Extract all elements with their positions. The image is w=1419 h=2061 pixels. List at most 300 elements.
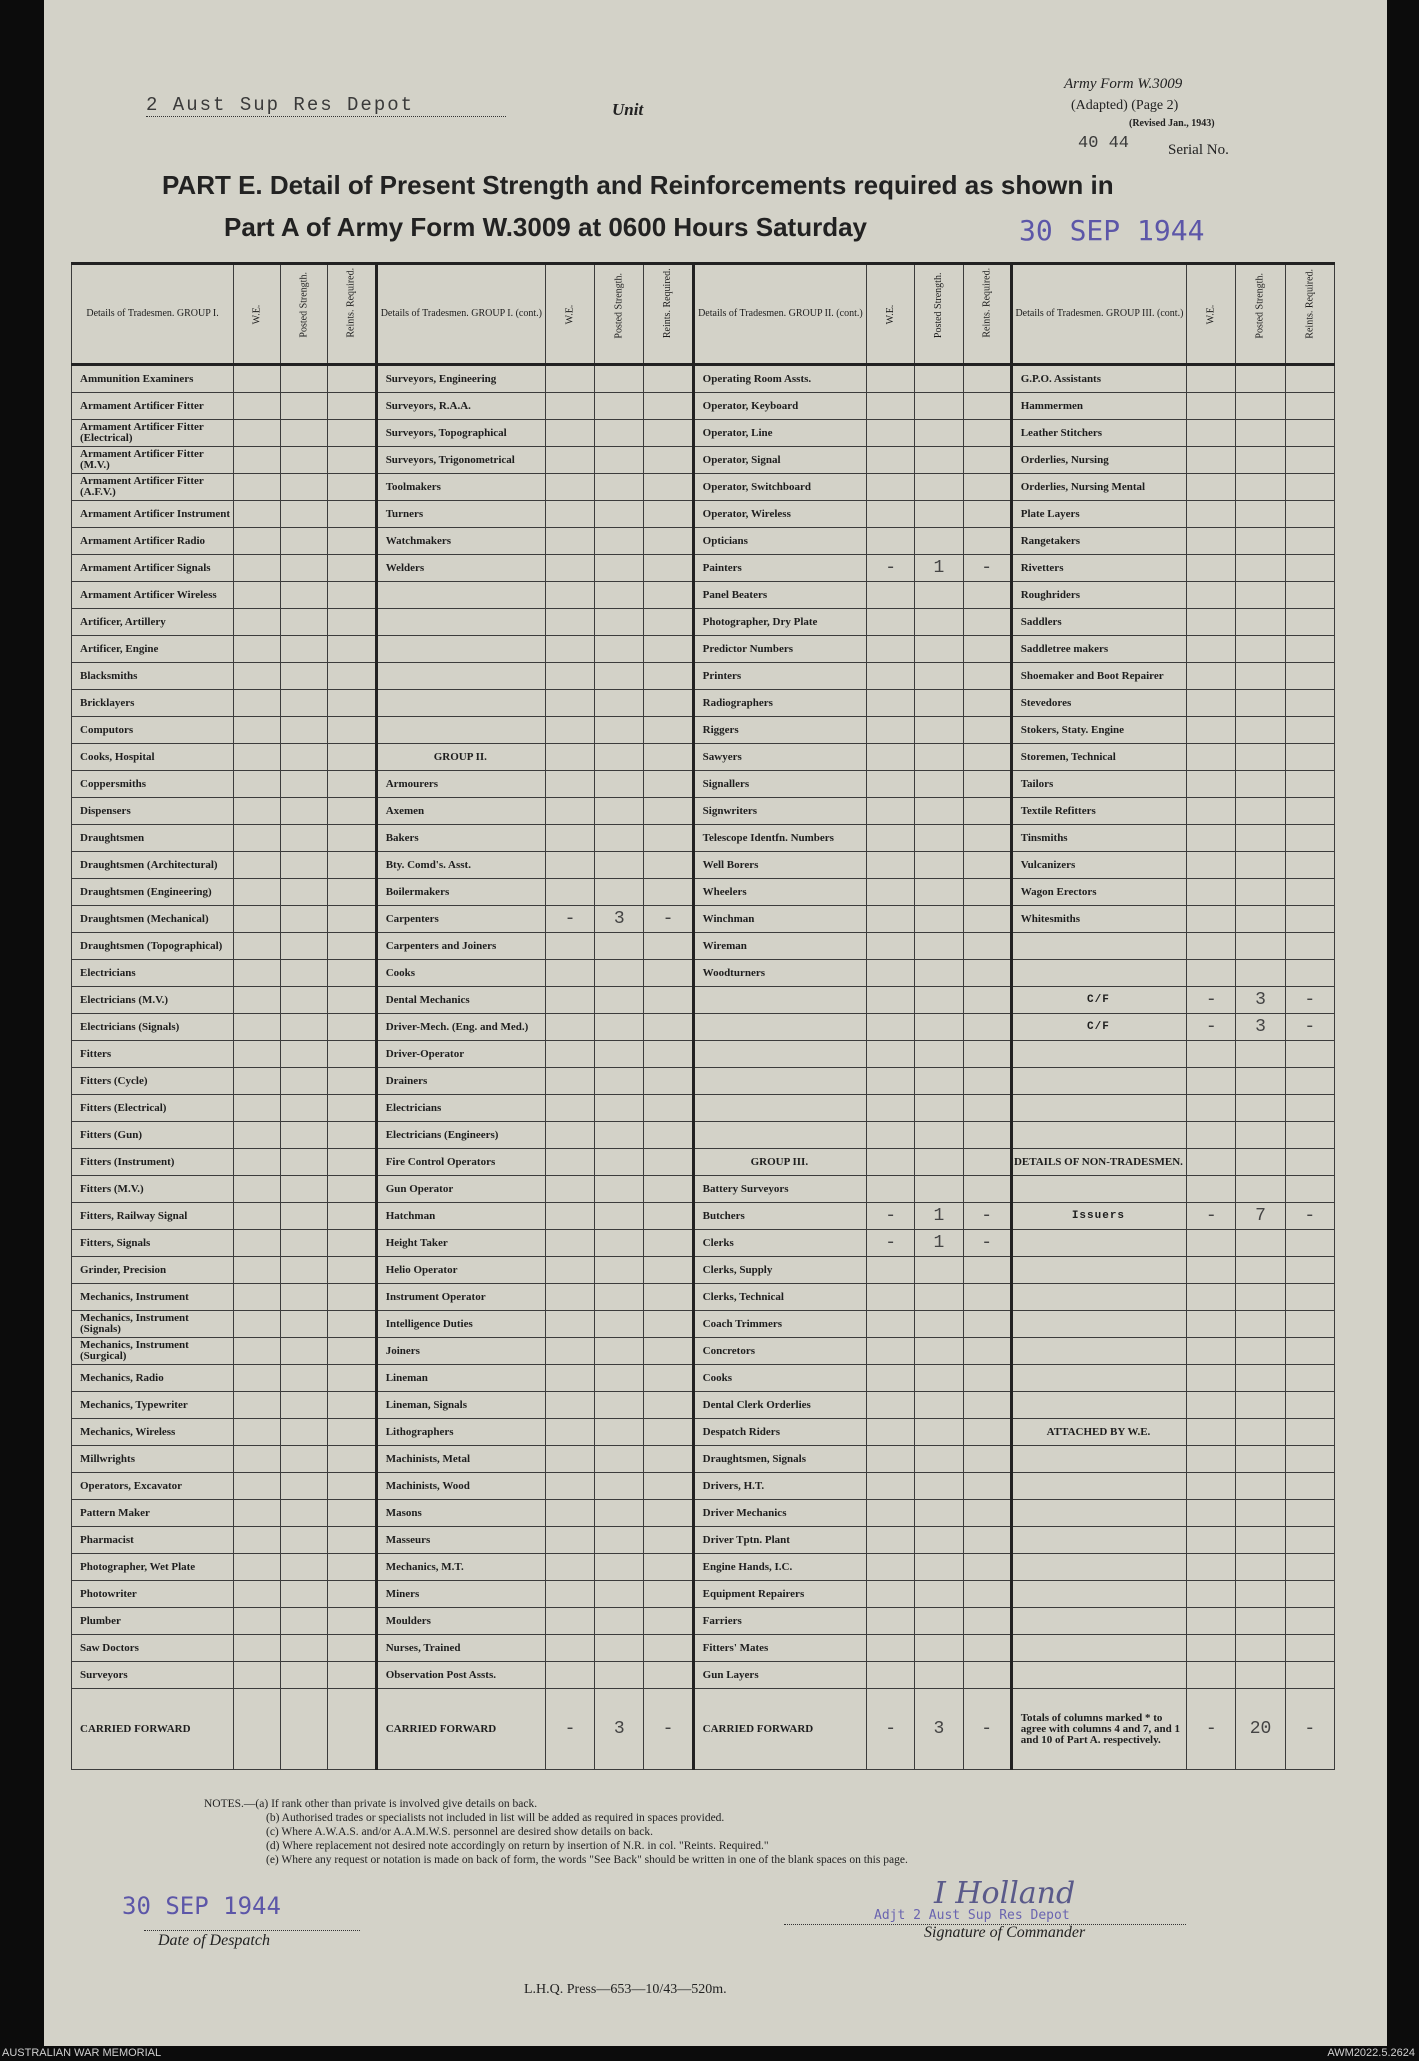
tradesman-label: Coppersmiths (72, 771, 234, 798)
tradesman-label: Miners (376, 1581, 545, 1608)
tradesman-label (1011, 1095, 1186, 1122)
reinf-cell (963, 1095, 1011, 1122)
date-of-despatch-label: Date of Despatch (158, 1932, 270, 1949)
reinf-cell (963, 636, 1011, 663)
we-cell (234, 1446, 281, 1473)
reinf-cell (328, 1041, 376, 1068)
reinf-cell (1285, 1446, 1334, 1473)
tradesman-label: Hammermen (1011, 393, 1186, 420)
we-cell (234, 393, 281, 420)
tradesman-label: Opticians (693, 528, 866, 555)
posted-cell (1236, 474, 1285, 501)
reinf-cell (963, 906, 1011, 933)
tradesman-label (1011, 1662, 1186, 1689)
table-row (72, 636, 1335, 663)
reinf-cell (328, 1365, 376, 1392)
reinf-cell (1285, 1500, 1334, 1527)
reinf-cell (1285, 1311, 1334, 1338)
table-row (72, 1284, 1335, 1311)
we-cell (1187, 1311, 1236, 1338)
tradesman-label: Height Taker (376, 1230, 545, 1257)
posted-cell (915, 1176, 963, 1203)
posted-cell (1236, 1257, 1285, 1284)
we-cell (545, 1149, 594, 1176)
tradesman-label: Bty. Comd's. Asst. (376, 852, 545, 879)
reinf-cell (963, 582, 1011, 609)
notes-block (204, 1797, 908, 1867)
tradesman-label: Issuers (1011, 1203, 1186, 1230)
we-cell (545, 1608, 594, 1635)
reinf-cell (328, 906, 376, 933)
reinf-cell (328, 1257, 376, 1284)
tradesman-label: Draughtsmen (Architectural) (72, 852, 234, 879)
tradesman-label: Intelligence Duties (376, 1311, 545, 1338)
tradesman-label: Despatch Riders (693, 1419, 866, 1446)
note-line: (b) Authorised trades or specialists not included in list will be added as required in spaces provided. (266, 1812, 725, 1824)
reinf-cell (1285, 663, 1334, 690)
tradesman-label: Surveyors, Trigonometrical (376, 447, 545, 474)
posted-cell (915, 933, 963, 960)
tradesman-label: Mechanics, Instrument (Surgical) (72, 1338, 234, 1365)
reinf-cell (1285, 1257, 1334, 1284)
tradesman-label: Armament Artificer Instrument (72, 501, 234, 528)
we-cell (545, 771, 594, 798)
reinf-cell (644, 1338, 693, 1365)
posted-cell (595, 1014, 644, 1041)
posted-cell (915, 744, 963, 771)
reinf-cell (1285, 1392, 1334, 1419)
we-cell (545, 1473, 594, 1500)
reinf-cell (644, 879, 693, 906)
reinf-cell (328, 609, 376, 636)
posted-cell (915, 1662, 963, 1689)
reinf-cell (328, 717, 376, 744)
tradesman-label: Masons (376, 1500, 545, 1527)
table-row (72, 1662, 1335, 1689)
posted-cell (281, 1419, 328, 1446)
tradesman-label: Armament Artificer Fitter (A.F.V.) (72, 474, 234, 501)
tradesman-label: Clerks, Supply (693, 1257, 866, 1284)
table-row (72, 1527, 1335, 1554)
posted-cell (595, 1419, 644, 1446)
posted-cell (915, 393, 963, 420)
tradesman-label (1011, 1500, 1186, 1527)
column-header-posted-text: Posted Strength. (298, 271, 310, 338)
table-row (72, 365, 1335, 393)
table-row (72, 771, 1335, 798)
tradesman-label: Helio Operator (376, 1257, 545, 1284)
we-cell (545, 501, 594, 528)
posted-cell (1236, 960, 1285, 987)
posted-cell (281, 1014, 328, 1041)
posted-cell (595, 1662, 644, 1689)
posted-cell (915, 1095, 963, 1122)
we-cell (545, 420, 594, 447)
tradesman-label: Lineman, Signals (376, 1392, 545, 1419)
posted-cell (1236, 555, 1285, 582)
posted-cell (281, 1095, 328, 1122)
reinf-cell (328, 1473, 376, 1500)
tradesman-label: Toolmakers (376, 474, 545, 501)
we-cell: - (867, 555, 915, 582)
we-cell (545, 609, 594, 636)
we-cell (234, 906, 281, 933)
tradesman-label (1011, 1311, 1186, 1338)
tradesman-label: Draughtsmen (Engineering) (72, 879, 234, 906)
table-row (72, 1230, 1335, 1257)
posted-cell (595, 1446, 644, 1473)
we-cell (1187, 1041, 1236, 1068)
tradesman-label: Dental Mechanics (376, 987, 545, 1014)
we-cell (1187, 609, 1236, 636)
posted-cell (595, 582, 644, 609)
posted-cell (915, 365, 963, 393)
we-cell (1187, 906, 1236, 933)
reinf-cell (963, 501, 1011, 528)
we-cell (1187, 663, 1236, 690)
we-cell (1187, 960, 1236, 987)
table-row (72, 744, 1335, 771)
tradesman-label: Gun Operator (376, 1176, 545, 1203)
reinf-cell (963, 1419, 1011, 1446)
posted-cell (595, 474, 644, 501)
tradesman-label: Farriers (693, 1608, 866, 1635)
we-cell (545, 582, 594, 609)
we-cell (867, 1284, 915, 1311)
reinf-cell (328, 1527, 376, 1554)
tradesman-label: Orderlies, Nursing (1011, 447, 1186, 474)
reinf-cell (644, 555, 693, 582)
reinf-cell (644, 1500, 693, 1527)
we-cell (867, 1419, 915, 1446)
tradesman-label: Gun Layers (693, 1662, 866, 1689)
table-row (72, 1257, 1335, 1284)
reinf-cell (1285, 1230, 1334, 1257)
we-cell (1187, 933, 1236, 960)
reinf-cell (963, 1122, 1011, 1149)
we-cell (545, 1338, 594, 1365)
we-cell (234, 1365, 281, 1392)
tradesman-label: Hatchman (376, 1203, 545, 1230)
tradesman-label: Photographer, Wet Plate (72, 1554, 234, 1581)
we-cell (545, 636, 594, 663)
we-cell (867, 528, 915, 555)
we-cell (867, 1041, 915, 1068)
reinf-cell (328, 1608, 376, 1635)
we-cell (1187, 1419, 1236, 1446)
posted-cell (595, 717, 644, 744)
we-cell (867, 420, 915, 447)
tradesman-label: Armourers (376, 771, 545, 798)
column-header-reinf (644, 264, 693, 365)
we-cell (545, 1446, 594, 1473)
tradesman-label: Surveyors, R.A.A. (376, 393, 545, 420)
unit-dotted-line (146, 116, 506, 117)
tradesman-label: Wheelers (693, 879, 866, 906)
reinf-cell (644, 365, 693, 393)
posted-cell (1236, 609, 1285, 636)
posted-cell (595, 1392, 644, 1419)
tradesman-label: Operating Room Assts. (693, 365, 866, 393)
reinf-cell (644, 1068, 693, 1095)
tradesman-label: Clerks (693, 1230, 866, 1257)
table-row (72, 1311, 1335, 1338)
column-header-posted (915, 264, 963, 365)
we-cell (1187, 447, 1236, 474)
we-cell (1187, 771, 1236, 798)
reinf-cell (1285, 1608, 1334, 1635)
tradesman-label: Well Borers (693, 852, 866, 879)
table-row (72, 1608, 1335, 1635)
reinf-cell: - (963, 1230, 1011, 1257)
reinf-cell (328, 1500, 376, 1527)
posted-cell (1236, 393, 1285, 420)
tradesman-label (1011, 1554, 1186, 1581)
tradesman-label: Mechanics, M.T. (376, 1554, 545, 1581)
tradesman-label: Stokers, Staty. Engine (1011, 717, 1186, 744)
table-row (72, 1419, 1335, 1446)
reinf-cell: - (963, 1203, 1011, 1230)
reinf-cell (1285, 1149, 1334, 1176)
reinf-cell (963, 1473, 1011, 1500)
tradesman-label: Saddlers (1011, 609, 1186, 636)
reinf-cell (328, 1230, 376, 1257)
reinf-cell (963, 1149, 1011, 1176)
tradesman-label (693, 987, 866, 1014)
column-header-details: Details of Tradesmen. GROUP I. (72, 264, 234, 365)
reinf-cell (1285, 1581, 1334, 1608)
tradesman-label: Masseurs (376, 1527, 545, 1554)
reinf-cell: - (1285, 1689, 1334, 1770)
reinf-cell (644, 1257, 693, 1284)
posted-cell (915, 1392, 963, 1419)
posted-cell (281, 501, 328, 528)
reinf-cell (1285, 1338, 1334, 1365)
reinf-cell (963, 1338, 1011, 1365)
posted-cell (915, 582, 963, 609)
tradesman-label: Roughriders (1011, 582, 1186, 609)
reinf-cell (1285, 1365, 1334, 1392)
we-cell (1187, 690, 1236, 717)
posted-cell (595, 1203, 644, 1230)
we-cell (1187, 1392, 1236, 1419)
posted-cell (281, 1554, 328, 1581)
posted-cell (915, 906, 963, 933)
tradesman-label: Watchmakers (376, 528, 545, 555)
we-cell (867, 1662, 915, 1689)
reinf-cell (644, 717, 693, 744)
reinf-cell (328, 1311, 376, 1338)
note-line: (d) Where replacement not desired note accordingly on return by insertion of N.R. in col. "Reints. Required." (266, 1840, 769, 1852)
reinf-cell (644, 1365, 693, 1392)
posted-cell (915, 1257, 963, 1284)
reinf-cell (328, 1149, 376, 1176)
posted-cell (281, 1149, 328, 1176)
we-cell (1187, 1662, 1236, 1689)
date-stamp-despatch: 30 SEP 1944 (122, 1892, 281, 1920)
we-cell (1187, 744, 1236, 771)
reinf-cell (963, 1392, 1011, 1419)
reinf-cell (1285, 528, 1334, 555)
tradesman-label (693, 1068, 866, 1095)
posted-cell: 1 (915, 1203, 963, 1230)
reinf-cell (963, 1257, 1011, 1284)
we-cell (867, 717, 915, 744)
reinf-cell (328, 528, 376, 555)
we-cell (234, 474, 281, 501)
reinf-cell (328, 1338, 376, 1365)
reinf-cell (328, 1014, 376, 1041)
tradesman-label (1011, 1581, 1186, 1608)
we-cell (234, 1257, 281, 1284)
reinf-cell (963, 1554, 1011, 1581)
posted-cell (1236, 501, 1285, 528)
posted-cell (281, 1392, 328, 1419)
tradesman-label: Rivetters (1011, 555, 1186, 582)
reinf-cell (644, 636, 693, 663)
totals-note: Totals of columns marked * to agree with columns 4 and 7, and 1 and 10 of Part A. respectively. (1011, 1689, 1186, 1770)
tradesman-label: Plumber (72, 1608, 234, 1635)
posted-cell: 20 (1236, 1689, 1285, 1770)
we-cell (545, 1095, 594, 1122)
posted-cell (281, 960, 328, 987)
posted-cell (281, 528, 328, 555)
posted-cell (595, 609, 644, 636)
tradesman-label: Equipment Repairers (693, 1581, 866, 1608)
tradesman-label: Operator, Line (693, 420, 866, 447)
posted-cell (1236, 933, 1285, 960)
tradesman-label: Carpenters (376, 906, 545, 933)
reinf-cell (963, 1284, 1011, 1311)
table-row (72, 1122, 1335, 1149)
posted-cell (915, 825, 963, 852)
we-cell (234, 365, 281, 393)
posted-cell (281, 1662, 328, 1689)
reinf-cell (328, 825, 376, 852)
reinf-cell (963, 1068, 1011, 1095)
posted-cell (1236, 879, 1285, 906)
posted-cell (915, 1635, 963, 1662)
tradesman-label: Fitters, Railway Signal (72, 1203, 234, 1230)
reinf-cell (328, 744, 376, 771)
reinf-cell (644, 798, 693, 825)
we-cell (234, 1149, 281, 1176)
we-cell (545, 1554, 594, 1581)
we-cell (234, 852, 281, 879)
table-row (72, 1554, 1335, 1581)
posted-cell (915, 609, 963, 636)
tradesman-label: Driver Tptn. Plant (693, 1527, 866, 1554)
reinf-cell (1285, 1473, 1334, 1500)
tradesman-label: Butchers (693, 1203, 866, 1230)
we-cell: - (1187, 1203, 1236, 1230)
tradesman-label: Shoemaker and Boot Repairer (1011, 663, 1186, 690)
reinf-cell (1285, 1419, 1334, 1446)
reinf-cell (963, 1527, 1011, 1554)
column-header-posted-text: Posted Strength. (613, 272, 625, 339)
tradesman-label: Signallers (693, 771, 866, 798)
tradesman-label: Drainers (376, 1068, 545, 1095)
table-row (72, 1473, 1335, 1500)
posted-cell (595, 1338, 644, 1365)
posted-cell (595, 960, 644, 987)
we-cell (545, 933, 594, 960)
reinf-cell (328, 852, 376, 879)
reinf-cell (328, 393, 376, 420)
reinf-cell (644, 609, 693, 636)
we-cell: - (545, 906, 594, 933)
reinf-cell (1285, 771, 1334, 798)
table-row (72, 1041, 1335, 1068)
tradesman-label (1011, 1446, 1186, 1473)
reinf-cell (1285, 852, 1334, 879)
reinf-cell (644, 474, 693, 501)
we-cell (234, 663, 281, 690)
we-cell (867, 852, 915, 879)
reinf-cell (1285, 960, 1334, 987)
reinf-cell (963, 825, 1011, 852)
we-cell (867, 771, 915, 798)
tradesman-label: Wireman (693, 933, 866, 960)
reinf-cell: - (644, 1689, 693, 1770)
we-cell (1187, 393, 1236, 420)
posted-cell (595, 771, 644, 798)
tradesman-label: Engine Hands, I.C. (693, 1554, 866, 1581)
tradesman-label: Bricklayers (72, 690, 234, 717)
reinf-cell (328, 1689, 376, 1770)
tradesman-label: Photowriter (72, 1581, 234, 1608)
tradesman-label (1011, 1527, 1186, 1554)
unit-label: Unit (612, 100, 644, 119)
we-cell (1187, 474, 1236, 501)
posted-cell (1236, 906, 1285, 933)
posted-cell (595, 1554, 644, 1581)
we-cell (867, 1608, 915, 1635)
we-cell (545, 1041, 594, 1068)
we-cell (234, 1419, 281, 1446)
tradesman-label: Operator, Signal (693, 447, 866, 474)
posted-cell (1236, 798, 1285, 825)
posted-cell (281, 717, 328, 744)
posted-cell (1236, 1176, 1285, 1203)
posted-cell (915, 1500, 963, 1527)
we-cell (234, 690, 281, 717)
we-cell (545, 1635, 594, 1662)
posted-cell (915, 528, 963, 555)
reinf-cell (644, 825, 693, 852)
tradesman-label: Nurses, Trained (376, 1635, 545, 1662)
we-cell (1187, 636, 1236, 663)
tradesman-label: Mechanics, Typewriter (72, 1392, 234, 1419)
we-cell (234, 1041, 281, 1068)
tradesman-label: Carpenters and Joiners (376, 933, 545, 960)
tradesman-label: Electricians (72, 960, 234, 987)
posted-cell (281, 1581, 328, 1608)
posted-cell (1236, 1068, 1285, 1095)
table-header-row (72, 264, 1335, 365)
posted-cell (1236, 1095, 1285, 1122)
we-cell (545, 393, 594, 420)
column-header-we (234, 264, 281, 365)
we-cell (1187, 1635, 1236, 1662)
posted-cell (595, 393, 644, 420)
tradesman-label: Draughtsmen (72, 825, 234, 852)
we-cell (545, 1122, 594, 1149)
we-cell (234, 528, 281, 555)
tradesman-label: Driver Mechanics (693, 1500, 866, 1527)
we-cell (234, 1473, 281, 1500)
we-cell (545, 1527, 594, 1554)
